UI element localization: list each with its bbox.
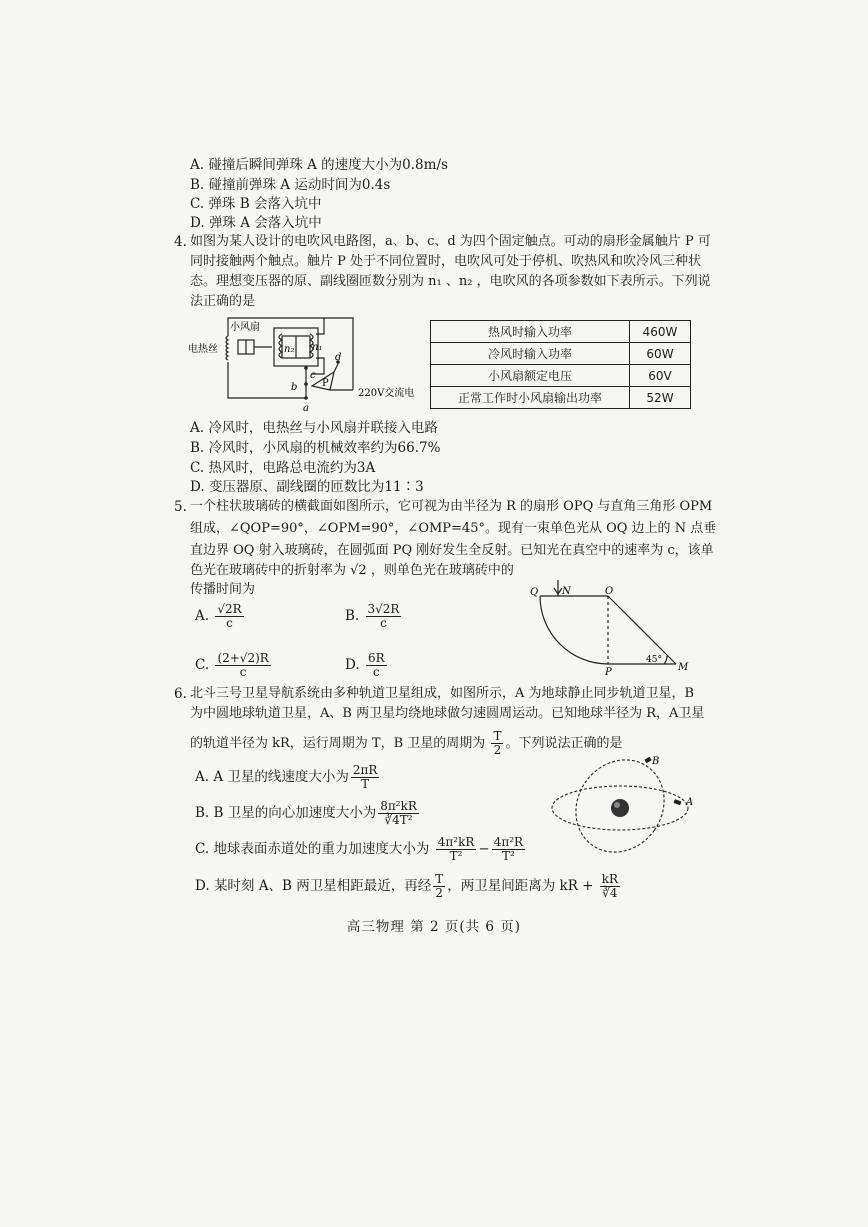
q4-option-b: B. 冷风时，小风扇的机械效率约为66.7%	[190, 440, 441, 456]
q3-option-b: B. 碰撞前弹珠 A 运动时间为0.4s	[190, 177, 391, 193]
q6-stem-line-3: 的轨道半径为 kR，运行周期为 T，B 卫星的周期为 $\frac{T}{2}$ 。下列说法正确的是	[190, 729, 623, 757]
label-heater: 电热丝	[188, 344, 218, 355]
q6-stem-line-1: 北斗三号卫星导航系统由多种轨道卫星组成，如图所示，A 为地球静止同步轨道卫星，B	[190, 686, 695, 701]
q5-option-c: C. $\frac{(2+√2)R}{c}$	[195, 651, 269, 679]
q3-option-d: D. 弹珠 A 会落入坑中	[190, 215, 322, 231]
q6-option-b: B. B 卫星的向心加速度大小为 $\frac{\text{8π²kR}}{\text{∛4T²}}$	[195, 799, 417, 827]
q5-option-a: A. $\frac{√2R}{c}$	[195, 602, 242, 630]
table-row: 小风扇额定电压 60V	[431, 365, 691, 387]
q6-stem-line-2: 为中圆地球轨道卫星，A、B 两卫星均绕地球做匀速圆周运动。已知地球半径为 R，A卫星	[190, 706, 705, 721]
q4-stem-line-1: 如图为某人设计的电吹风电路图，a、b、c、d 为四个固定触点。可动的扇形金属触片 P 可	[190, 234, 711, 249]
label-source: 220V交流电	[358, 388, 415, 399]
hairdryer-circuit-diagram	[188, 312, 428, 416]
table-row: 正常工作时小风扇输出功率 52W	[431, 387, 691, 409]
label-a: a	[303, 403, 309, 414]
q4-stem-line-2: 同时接触两个触点。触片 P 处于不同位置时，电吹风可处于停机、吹热风和吹冷风三种状	[190, 254, 702, 269]
q5-stem-line-2: 组成，∠QOP=90°，∠OPM=90°，∠OMP=45°。现有一束单色光从 OQ 边上的 N 点垂	[190, 521, 717, 536]
q5-stem-line-1: 一个柱状玻璃砖的横截面如图所示，它可视为由半径为 R 的扇形 OPQ 与直角三角形 OPM	[190, 499, 713, 514]
q5-number: 5.	[174, 499, 187, 515]
q4-option-a: A. 冷风时，电热丝与小风扇并联接入电路	[190, 420, 438, 436]
label-n2: n₂	[284, 344, 295, 355]
label-n: N	[562, 586, 571, 597]
q6-number: 6.	[174, 686, 187, 702]
q5-stem-line-3: 直边界 OQ 射入玻璃砖，在圆弧面 PQ 刚好发生全反射。已知光在真空中的速率为 c，该单	[190, 543, 714, 558]
label-o: O	[605, 586, 614, 597]
satellite-orbit-figure	[548, 752, 708, 862]
satellite-a-icon	[673, 799, 681, 805]
label-a: A	[686, 797, 694, 808]
label-p: P	[322, 378, 329, 389]
label-c: c	[310, 370, 316, 381]
q4-stem-line-4: 法正确的是	[190, 294, 256, 309]
q4-option-c: C. 热风时，电路总电流约为3A	[190, 460, 376, 476]
q3-option-a: A. 碰撞后瞬间弹珠 A 的速度大小为0.8m/s	[190, 157, 448, 173]
q6-option-d: D. 某时刻 A、B 两卫星相距最近，再经 $\frac{T}{2}$ ，两卫星间距离为 kR + $\frac{kR}{∛4}$	[195, 872, 619, 900]
earth-icon	[611, 799, 629, 817]
label-n1: n₁	[312, 342, 323, 353]
satellite-b-icon	[644, 757, 651, 763]
q6-option-c: C. 地球表面赤道处的重力加速度大小为 $\frac{\text{4π²kR}}{\text{T²}}$ − $\frac{\text{4π²R}}{\text{T²}}$	[195, 835, 524, 863]
table-row: 冷风时输入功率 60W	[431, 343, 691, 365]
label-m: M	[678, 662, 689, 673]
label-b: b	[291, 382, 298, 393]
glass-brick-figure	[528, 578, 698, 678]
label-angle: 45°	[646, 655, 662, 665]
q5-option-b: B. $\frac{3√2R}{c}$	[345, 602, 400, 630]
label-p: P	[605, 667, 612, 678]
q4-option-d: D. 变压器原、副线圈的匝数比为11∶3	[190, 479, 424, 495]
q3-option-c: C. 弹珠 B 会落入坑中	[190, 196, 322, 212]
label-b: B	[652, 756, 660, 767]
q5-stem-line-4: 色光在玻璃砖中的折射率为 √2 ，则单色光在玻璃砖中的	[190, 563, 514, 578]
q4-stem-line-3: 态。理想变压器的原、副线圈匝数分别为 n₁ 、n₂ ，电吹风的各项参数如下表所示。下列说	[190, 274, 711, 289]
table-row: 热风时输入功率 460W	[431, 321, 691, 343]
hairdryer-spec-table	[430, 320, 691, 409]
q5-stem-line-5: 传播时间为	[190, 582, 256, 597]
label-q: Q	[530, 587, 539, 598]
label-d: d	[335, 352, 342, 363]
page-footer: 高三物理 第 2 页(共 6 页)	[346, 919, 522, 935]
q5-option-d: D. $\frac{6R}{c}$	[345, 651, 385, 679]
label-fan: 小风扇	[230, 322, 260, 333]
q4-number: 4.	[174, 234, 187, 250]
q6-option-a: A. A 卫星的线速度大小为 $\frac{2\pi R}{T}$	[195, 763, 378, 791]
